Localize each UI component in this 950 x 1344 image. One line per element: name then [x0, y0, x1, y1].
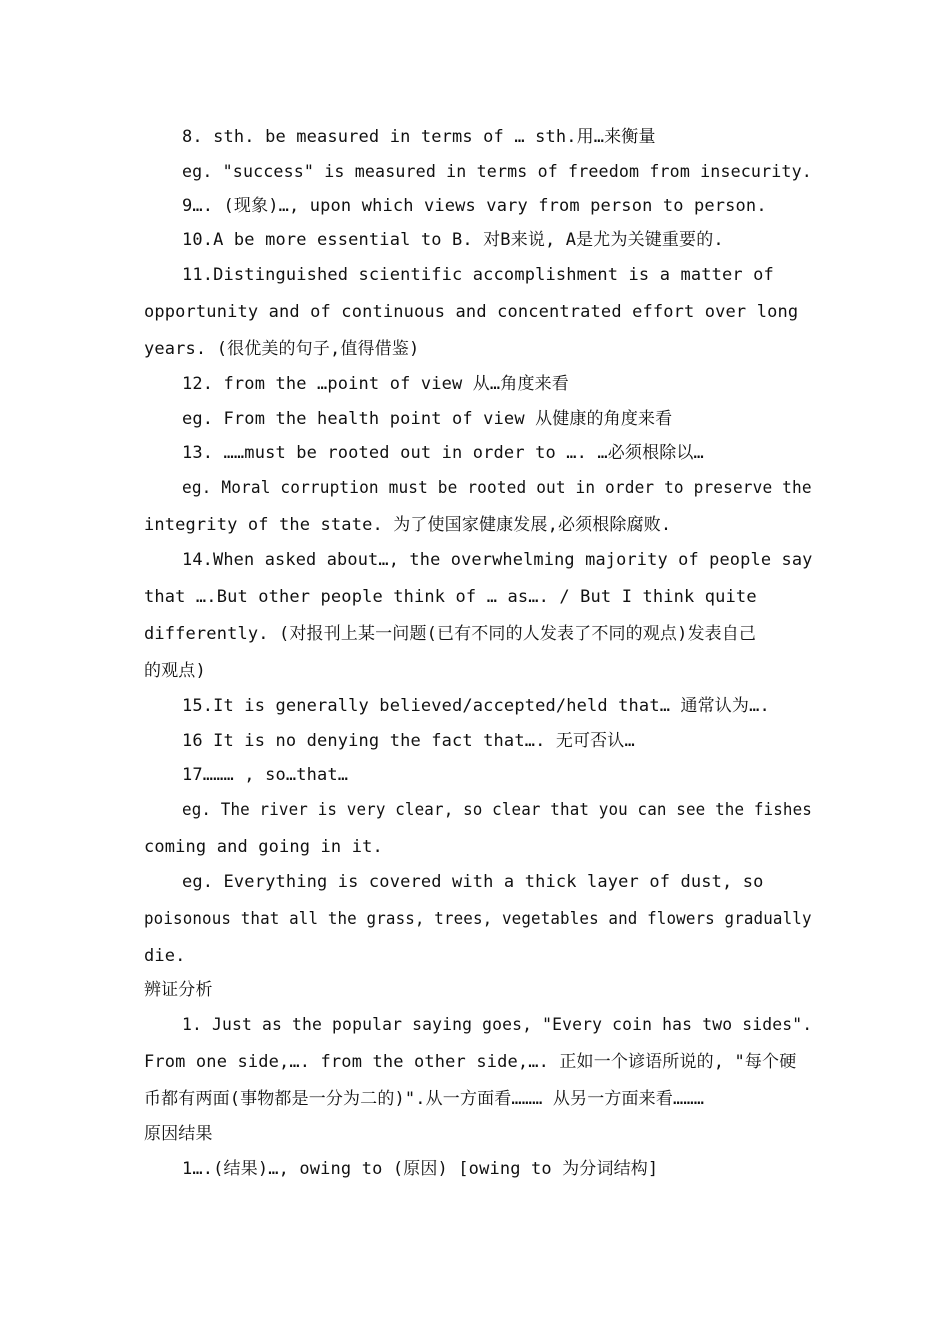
text-line: that ….But other people think of … as…. / But I think quite: [144, 587, 757, 607]
text-line: eg. "success" is measured in terms of freedom from insecurity.: [182, 162, 812, 182]
text-line: 1….(结果)…, owing to (原因) [owing to 为分词结构]: [182, 1159, 659, 1179]
text-line: 16 It is no denying the fact that…. 无可否认…: [182, 731, 635, 751]
text-line: 1. Just as the popular saying goes, "Every coin has two sides".: [182, 1015, 813, 1035]
section-heading: 辨证分析: [144, 980, 213, 1000]
text-line: 9…. (现象)…, upon which views vary from person to person.: [182, 196, 767, 216]
text-line: From one side,…. from the other side,…. 正如一个谚语所说的, "每个硬: [144, 1052, 797, 1072]
text-line: 12. from the …point of view 从…角度来看: [182, 374, 569, 394]
text-line: 11.Distinguished scientific accomplishment is a matter of: [182, 265, 774, 285]
text-line: 的观点): [144, 661, 206, 681]
text-line: poisonous that all the grass, trees, vegetables and flowers gradually: [144, 909, 812, 929]
text-line: 13. ……must be rooted out in order to …. …必须根除以…: [182, 443, 704, 463]
text-line: 币都有两面(事物都是一分为二的)".从一方面看……… 从另一方面来看………: [144, 1089, 705, 1109]
section-heading: 原因结果: [144, 1124, 213, 1144]
text-line: die.: [144, 946, 186, 966]
text-line: 17……… , so…that…: [182, 765, 349, 785]
text-line: years. (很优美的句子,值得借鉴): [144, 339, 420, 359]
text-line: 8. sth. be measured in terms of … sth.用…来衡量: [182, 127, 656, 147]
text-line: 15.It is generally believed/accepted/held that… 通常认为….: [182, 696, 770, 716]
text-line: 14.When asked about…, the overwhelming majority of people say: [182, 550, 813, 570]
text-line: opportunity and of continuous and concentrated effort over long: [144, 302, 799, 322]
text-line: 10.A be more essential to B. 对B来说, A是尤为关键重要的.: [182, 230, 724, 250]
text-line: eg. Moral corruption must be rooted out in order to preserve the: [182, 478, 812, 498]
text-line: coming and going in it.: [144, 837, 383, 857]
text-line: integrity of the state. 为了使国家健康发展,必须根除腐败.: [144, 515, 672, 535]
text-line: eg. From the health point of view 从健康的角度来看: [182, 409, 673, 429]
text-line: differently. (对报刊上某一问题(已有不同的人发表了不同的观点)发表自己: [144, 624, 757, 644]
text-line: eg. The river is very clear, so clear that you can see the fishes: [182, 800, 813, 820]
text-line: eg. Everything is covered with a thick layer of dust, so: [182, 872, 764, 892]
